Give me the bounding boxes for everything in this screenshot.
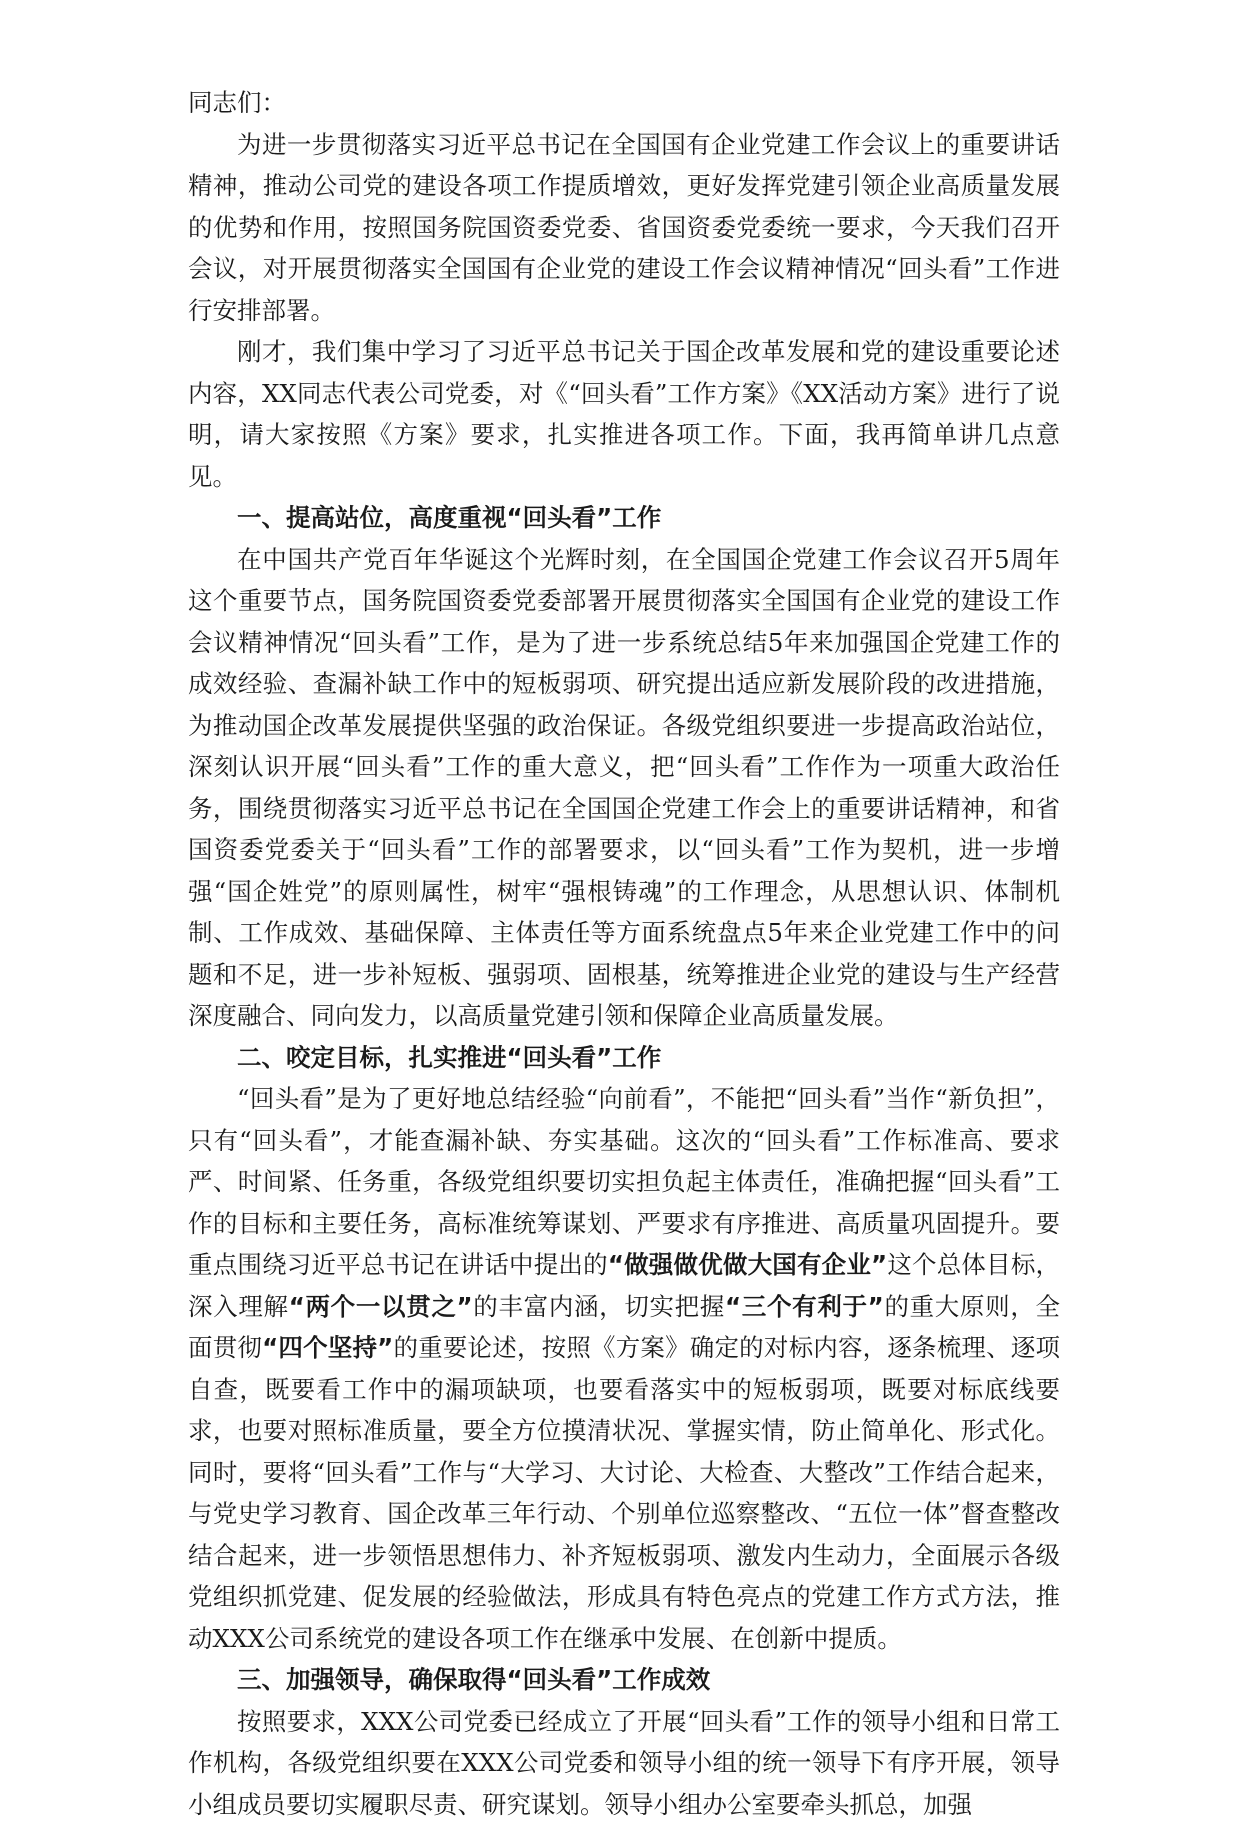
salutation: 同志们： [188,82,1060,124]
section-3-heading: 三、加强领导，确保取得“回头看”工作成效 [188,1659,1060,1701]
section-2-text-part-2: 这个总体目标，深入理解 [188,1250,1060,1321]
section-2-text-part-4: 的重大原则，全面贯彻 [188,1292,1060,1363]
section-2-emphasis-2: “两个一以贯之” [289,1292,473,1321]
section-3-paragraph: 按照要求，XXX公司党委已经成立了开展“回头看”工作的领导小组和日常工作机构，各级党组织要在XXX公司党委和领导小组的统一领导下有序开展，领导小组成员要切实履职尽责、研究谋划。领导小组办公室要牵头抓总，加强 [188,1701,1060,1825]
section-2-paragraph [188,1078,1060,1659]
section-2-heading: 二、咬定目标，扎实推进“回头看”工作 [188,1037,1060,1079]
section-2-emphasis-1: “做强做优做大国有企业” [608,1250,887,1279]
section-1-paragraph: 在中国共产党百年华诞这个光辉时刻，在全国国企党建工作会议召开5周年这个重要节点，国务院国资委党委部署开展贯彻落实全国国有企业党的建设工作会议精神情况“回头看”工作，是为了进一步系统总结5年来加强国企党建工作的成效经验、查漏补缺工作中的短板弱项、研究提出适应新发展阶段的改进措施，为推动国企改革发展提供坚强的政治保证。各级党组织要进一步提高政治站位，深刻认识开展“回头看”工作的重大意义，把“回头看”工作作为一项重大政治任务，围绕贯彻落实习近平总书记在全国国企党建工作会上的重要讲话精神，和省国资委党委关于“回头看”工作的部署要求，以“回头看”工作为契机，进一步增强“国企姓党”的原则属性，树牢“强根铸魂”的工作理念，从思想认识、体制机制、工作成效、基础保障、主体责任等方面系统盘点5年来企业党建工作中的问题和不足，进一步补短板、强弱项、固根基，统筹推进企业党的建设与生产经营深度融合、同向发力，以高质量党建引领和保障企业高质量发展。 [188,539,1060,1037]
intro-paragraph-1: 为进一步贯彻落实习近平总书记在全国国有企业党建工作会议上的重要讲话精神，推动公司党的建设各项工作提质增效，更好发挥党建引领企业高质量发展的优势和作用，按照国务院国资委党委、省国资委党委统一要求，今天我们召开会议，对开展贯彻落实全国国有企业党的建设工作会议精神情况“回头看”工作进行安排部署。 [188,124,1060,332]
section-2-emphasis-4: “四个坚持” [262,1333,393,1362]
section-2-text-part-3: 的丰富内涵，切实把握 [473,1292,725,1321]
intro-paragraph-2: 刚才，我们集中学习了习近平总书记关于国企改革发展和党的建设重要论述内容，XX同志代表公司党委，对《“回头看”工作方案》《XX活动方案》进行了说明，请大家按照《方案》要求，扎实推进各项工作。下面，我再简单讲几点意见。 [188,331,1060,497]
document-body [188,82,1060,1825]
section-2-text-part-5: 的重要论述，按照《方案》确定的对标内容，逐条梳理、逐项自查，既要看工作中的漏项缺项，也要看落实中的短板弱项，既要对标底线要求，也要对照标准质量，要全方位摸清状况、掌握实情，防止简单化、形式化。同时，要将“回头看”工作与“大学习、大讨论、大检查、大整改”工作结合起来，与党史学习教育、国企改革三年行动、个别单位巡察整改、“五位一体”督查整改结合起来，进一步领悟思想伟力、补齐短板弱项、激发内生动力，全面展示各级党组织抓党建、促发展的经验做法，形成具有特色亮点的党建工作方式方法，推动XXX公司系统党的建设各项工作在继承中发展、在创新中提质。 [188,1333,1060,1653]
section-1-heading: 一、提高站位，高度重视“回头看”工作 [188,497,1060,539]
section-2-text-part-1: “回头看”是为了更好地总结经验“向前看”，不能把“回头看”当作“新负担”，只有“回头看”，才能查漏补缺、夯实基础。这次的“回头看”工作标准高、要求严、时间紧、任务重，各级党组织要切实担负起主体责任，准确把握“回头看”工作的目标和主要任务，高标准统筹谋划、严要求有序推进、高质量巩固提升。要重点围绕习近平总书记在讲话中提出的 [188,1084,1060,1279]
section-2-emphasis-3: “三个有利于” [725,1292,884,1321]
